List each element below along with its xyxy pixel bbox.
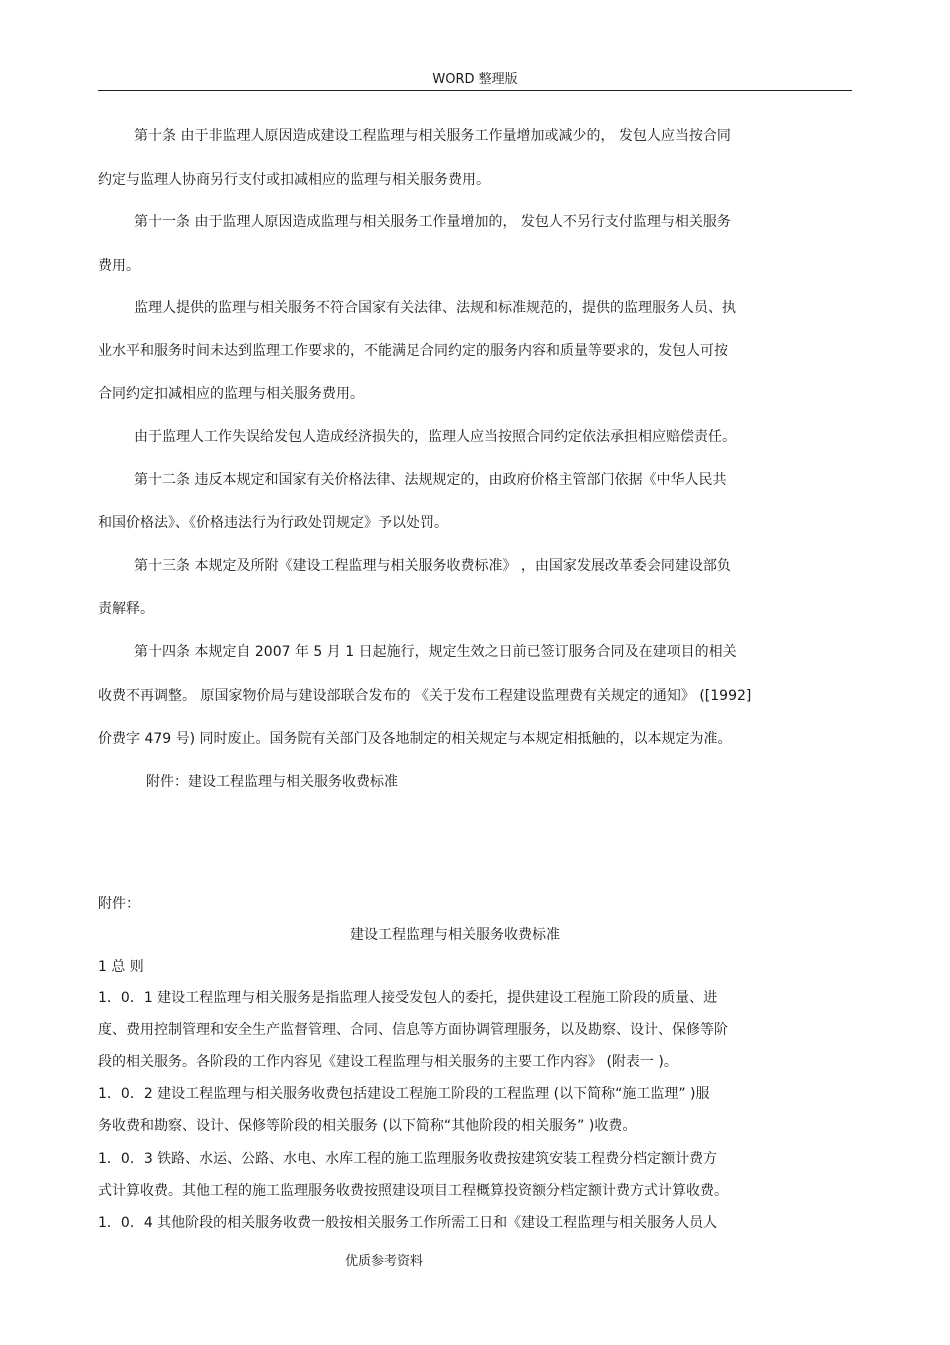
page-footer: 优质参考资料 (345, 1254, 424, 1269)
clause-line: 务收费和勘察、设计、保修等阶段的相关服务 (以下简称“其他阶段的相关服务” )收费。 (98, 1118, 637, 1134)
clause-line: 度、费用控制管理和安全生产监督管理、合同、信息等方面协调管理服务，以及勘察、设计、保修等阶 (98, 1022, 728, 1038)
paragraph-line: 监理人提供的监理与相关服务不符合国家有关法律、法规和标准规范的，提供的监理服务人员、执 (134, 300, 736, 316)
paragraph-line: 费用。 (98, 258, 140, 274)
header-rule (98, 90, 852, 91)
section-heading: 1 总 则 (98, 959, 144, 975)
clause-line: 式计算收费。其他工程的施工监理服务收费按照建设项目工程概算投资额分档定额计费方式计算收费。 (98, 1183, 728, 1199)
page-header: WORD 整理版 (432, 72, 518, 87)
paragraph-line: 第十条 由于非监理人原因造成建设工程监理与相关服务工作量增加或减少的， 发包人应当按合同 (134, 128, 731, 144)
paragraph-line: 第十三条 本规定及所附《建设工程监理与相关服务收费标准》 ，由国家发展改革委会同建设部负 (134, 558, 731, 574)
paragraph-line: 责解释。 (98, 601, 154, 617)
paragraph-line: 合同约定扣减相应的监理与相关服务费用。 (98, 386, 364, 402)
clause-line: 段的相关服务。各阶段的工作内容见《建设工程监理与相关服务的主要工作内容》 (附表一 )。 (98, 1054, 678, 1070)
paragraph-line: 第十二条 违反本规定和国家有关价格法律、法规规定的，由政府价格主管部门依据《中华人民共 (134, 472, 727, 488)
attachment-note: 附件：建设工程监理与相关服务收费标准 (146, 774, 398, 790)
paragraph-line: 收费不再调整。 原国家物价局与建设部联合发布的 《关于发布工程建设监理费有关规定的通知》 ([1992] (98, 688, 752, 704)
clause-line: 1．0．1 建设工程监理与相关服务是指监理人接受发包人的委托，提供建设工程施工阶段的质量、进 (98, 990, 718, 1006)
paragraph-line: 和国价格法》、《价格违法行为行政处罚规定》予以处罚。 (98, 515, 448, 531)
attachment-title: 建设工程监理与相关服务收费标准 (350, 927, 560, 943)
paragraph-line: 第十一条 由于监理人原因造成监理与相关服务工作量增加的， 发包人不另行支付监理与相关服务 (134, 214, 731, 230)
clause-line: 1．0．2 建设工程监理与相关服务收费包括建设工程施工阶段的工程监理 (以下简称“施工监理” )服 (98, 1086, 710, 1102)
clause-line: 1．0．3 铁路、水运、公路、水电、水库工程的施工监理服务收费按建筑安装工程费分档定额计费方 (98, 1151, 718, 1167)
paragraph-line: 价费字 479 号) 同时废止。国务院有关部门及各地制定的相关规定与本规定相抵触的，以本规定为准。 (98, 731, 732, 747)
paragraph-line: 约定与监理人协商另行支付或扣减相应的监理与相关服务费用。 (98, 172, 490, 188)
clause-line: 1．0．4 其他阶段的相关服务收费一般按相关服务工作所需工日和《建设工程监理与相关服务人员人 (98, 1215, 718, 1231)
paragraph-line: 业水平和服务时间未达到监理工作要求的，不能满足合同约定的服务内容和质量等要求的，发包人可按 (98, 343, 728, 359)
paragraph-line: 第十四条 本规定自 2007 年 5 月 1 日起施行，规定生效之日前已签订服务合同及在建项目的相关 (134, 644, 737, 660)
attachment-label: 附件： (98, 896, 140, 912)
paragraph-line: 由于监理人工作失误给发包人造成经济损失的，监理人应当按照合同约定依法承担相应赔偿责任。 (134, 429, 736, 445)
